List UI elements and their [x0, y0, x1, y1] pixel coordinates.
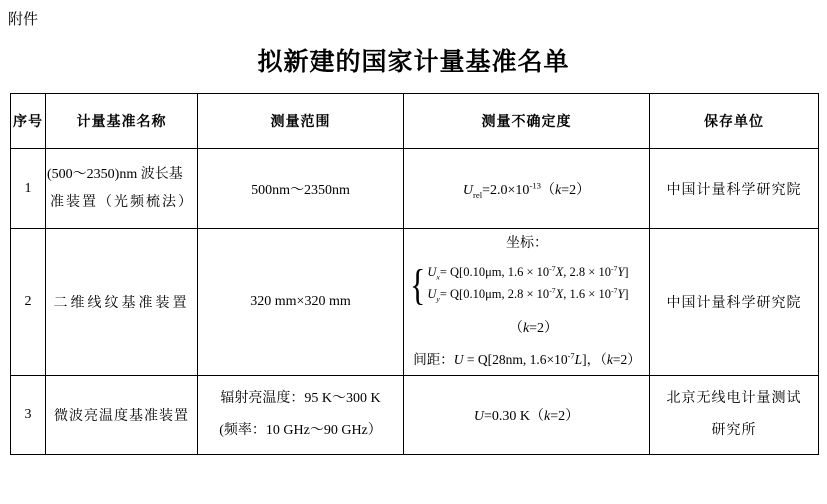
unit-name-line: 北京无线电计量测试 — [666, 390, 802, 406]
range-value: 500nm～2350nm — [251, 182, 350, 198]
header-row — [11, 94, 819, 149]
header-cell-unit: 保存单位 — [650, 94, 819, 149]
unit-cell — [650, 376, 819, 455]
row-index-cell: 3 — [11, 376, 46, 455]
uncertainty-cell — [404, 229, 650, 376]
curly-brace-glyph: { — [410, 259, 426, 309]
table-row — [11, 376, 819, 455]
range-line: 辐射亮温度：95 K～300 K — [220, 390, 381, 406]
standard-name-cell — [46, 376, 198, 455]
page-title: 拟新建的国家计量基准名单 — [257, 49, 570, 76]
header-cell-range: 测量范围 — [198, 94, 404, 149]
uncertainty-formula-y: $U_y= Q[0.10\mu m$, $2.8 \times 10^{-7}X$, $1.6 \times 10^{-7}Y$] — [427, 285, 629, 304]
uncertainty-formula: $U_{rel}=2.0\times 10^{-13}(k=2)$ — [462, 179, 591, 200]
header-cell-index: 序号 — [11, 94, 46, 149]
uncertainty-cell — [404, 149, 650, 229]
spacing-formula: 间距：U = Q[28nm, $1.6\times 10^{-7}L$]，（k=2） — [413, 351, 641, 367]
header-cell-name: 计量基准名称 — [46, 94, 198, 149]
unit-name: 中国计量科学研究院 — [666, 296, 802, 311]
unit-name-line: 研究所 — [711, 423, 757, 438]
standard-name-line: 准装置（光频梳法） — [50, 194, 194, 210]
standard-name-cell — [46, 229, 198, 376]
range-cell — [198, 229, 404, 376]
unit-cell — [650, 149, 819, 229]
coverage-factor: （k=2） — [508, 320, 559, 336]
header-cell-uncertainty: 测量不确定度 — [404, 94, 650, 149]
standard-name-line: (500～2350)nm 波长基 — [47, 166, 183, 182]
row-index-cell: 2 — [11, 229, 46, 376]
range-value: 320 mm×320 mm — [250, 294, 351, 309]
unit-name: 中国计量科学研究院 — [666, 182, 802, 198]
uncertainty-formula-x: $U_x= Q[0.10\mu m$, $1.6 \times 10^{-7}X$, $2.8 \times 10^{-7}Y$] — [427, 264, 629, 282]
range-cell — [198, 376, 404, 455]
row-index-cell: 1 — [11, 149, 46, 229]
unit-cell — [650, 229, 819, 376]
attachment-label: 附件 — [8, 11, 39, 28]
standards-table — [10, 93, 819, 455]
table-row — [11, 149, 819, 229]
range-line: (频率：10 GHz～90 GHz） — [219, 423, 382, 438]
standard-name-line: 微波亮温度基准装置 — [54, 409, 189, 424]
coordinate-label: 坐标： — [506, 235, 548, 251]
table-row — [11, 229, 819, 376]
range-cell — [198, 149, 404, 229]
coordinate-formula — [410, 259, 647, 309]
uncertainty-cell — [404, 376, 650, 455]
uncertainty-formula: U=0.30 K（k=2） — [473, 409, 580, 424]
standard-name-line: 二维线纹基准装置 — [53, 296, 190, 311]
standard-name-cell — [46, 149, 198, 229]
